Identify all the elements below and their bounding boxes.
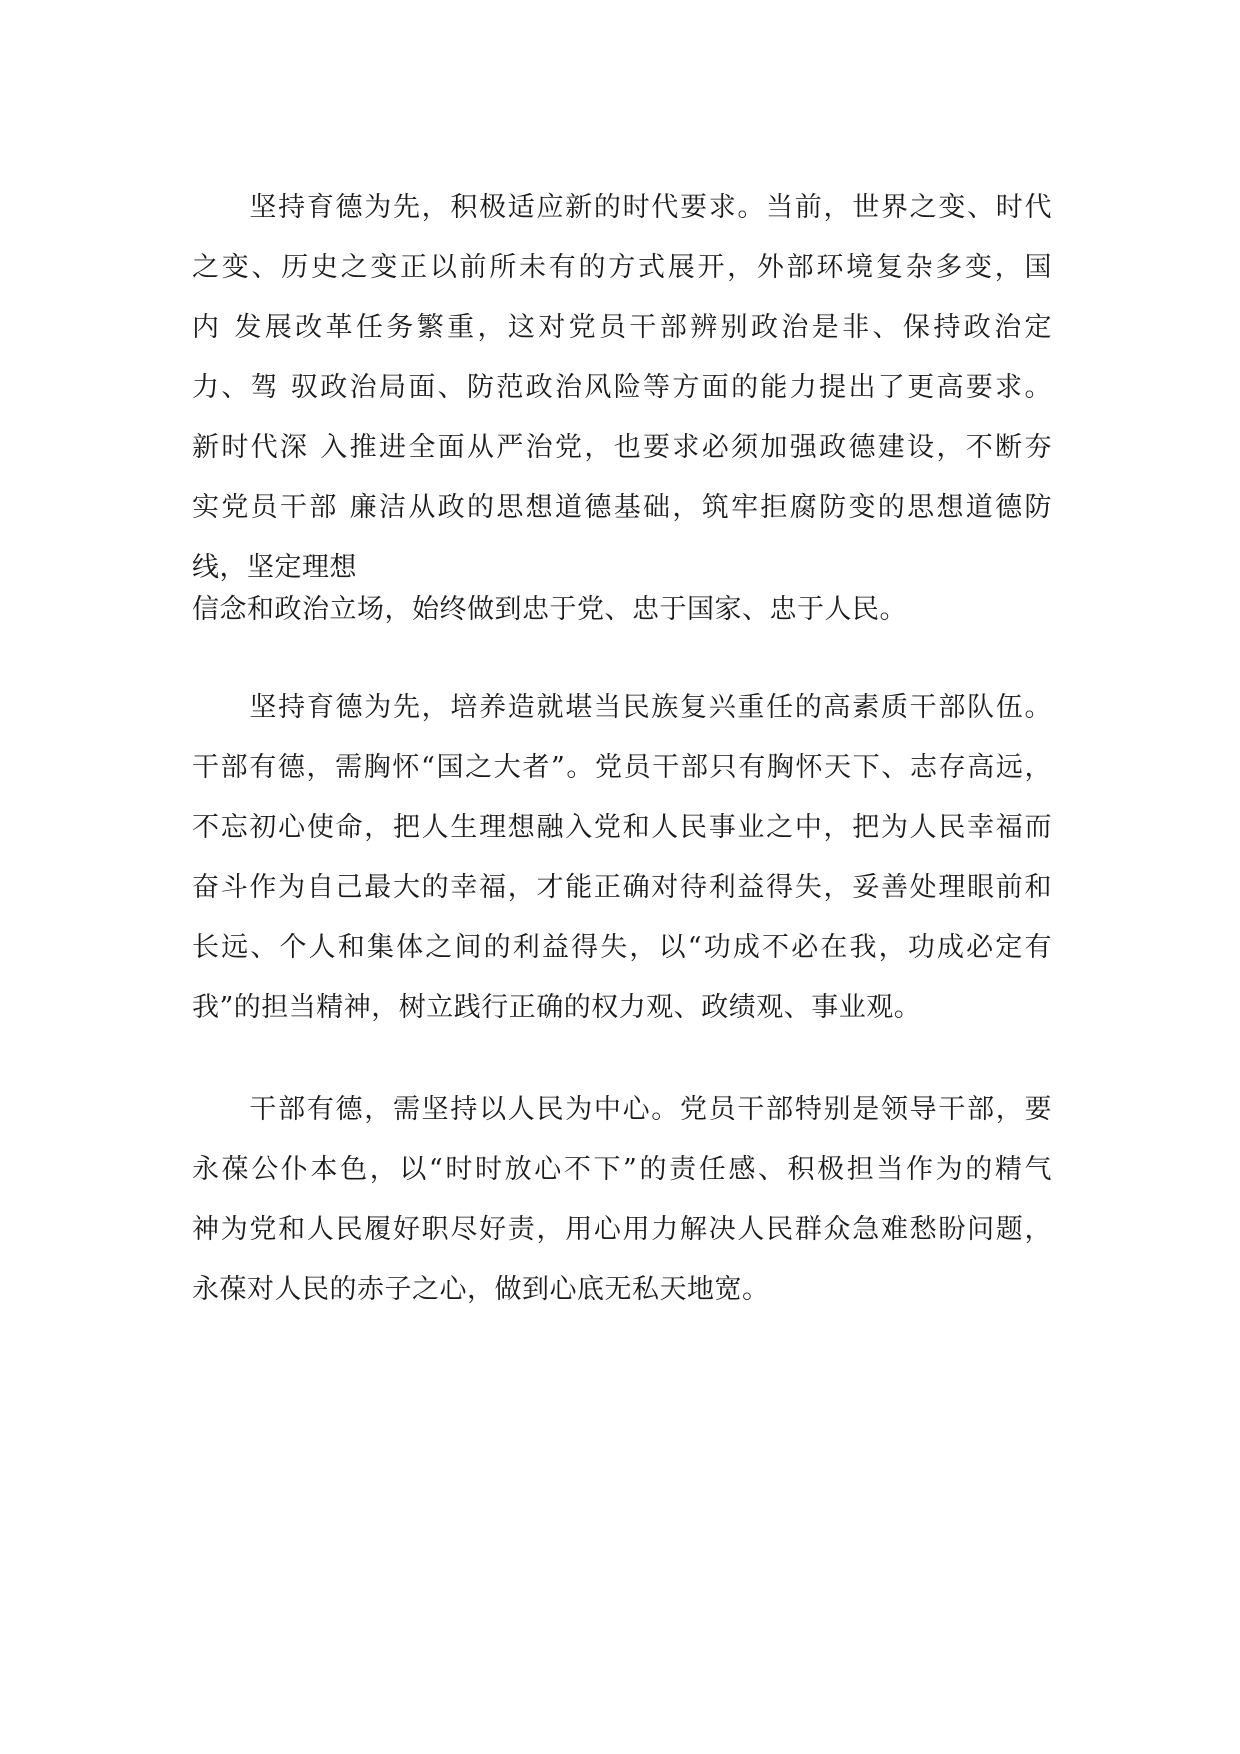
paragraph-line: 内 发展改革任务繁重，这对党员干部辨别政治是非、保持政治定 [192,312,1052,343]
paragraph-line: 信念和政治立场，始终做到忠于党、忠于国家、忠于人民。 [192,594,907,625]
paragraph-line: 线，坚定理想 [192,552,357,583]
paragraph-line: 我”的担当精神，树立践行正确的权力观、政绩观、事业观。 [192,992,922,1023]
paragraph-line: 干部有德，需坚持以人民为中心。党员干部特别是领导干部，要 [192,1094,1052,1125]
paragraph-line: 长远、个人和集体之间的利益得失，以“功成不必在我，功成必定有 [192,932,1052,963]
paragraph-line: 之变、历史之变正以前所未有的方式展开，外部环境复杂多变，国 [192,252,1052,283]
paragraph-line: 奋斗作为自己最大的幸福，才能正确对待利益得失，妥善处理眼前和 [192,872,1052,903]
paragraph-line: 干部有德，需胸怀“国之大者”。党员干部只有胸怀天下、志存高远， [192,752,1052,783]
paragraph-line: 神为党和人民履好职尽好责，用心用力解决人民群众急难愁盼问题， [192,1214,1052,1245]
paragraph-line: 力、驾 驭政治局面、防范政治风险等方面的能力提出了更高要求。 [192,372,1052,403]
paragraph-line: 坚持育德为先，培养造就堪当民族复兴重任的高素质干部队伍。 [192,692,1052,723]
paragraph-line: 永葆公仆本色，以“时时放心不下”的责任感、积极担当作为的精气 [192,1154,1052,1185]
paragraph-line: 实党员干部 廉洁从政的思想道德基础，筑牢拒腐防变的思想道德防 [192,492,1052,523]
paragraph-line: 永葆对人民的赤子之心，做到心底无私天地宽。 [192,1274,770,1305]
paragraph-line: 新时代深 入推进全面从严治党，也要求必须加强政德建设，不断夯 [192,432,1052,463]
paragraph-line: 不忘初心使命，把人生理想融入党和人民事业之中，把为人民幸福而 [192,812,1052,843]
paragraph-line: 坚持育德为先，积极适应新的时代要求。当前，世界之变、时代 [192,192,1052,223]
